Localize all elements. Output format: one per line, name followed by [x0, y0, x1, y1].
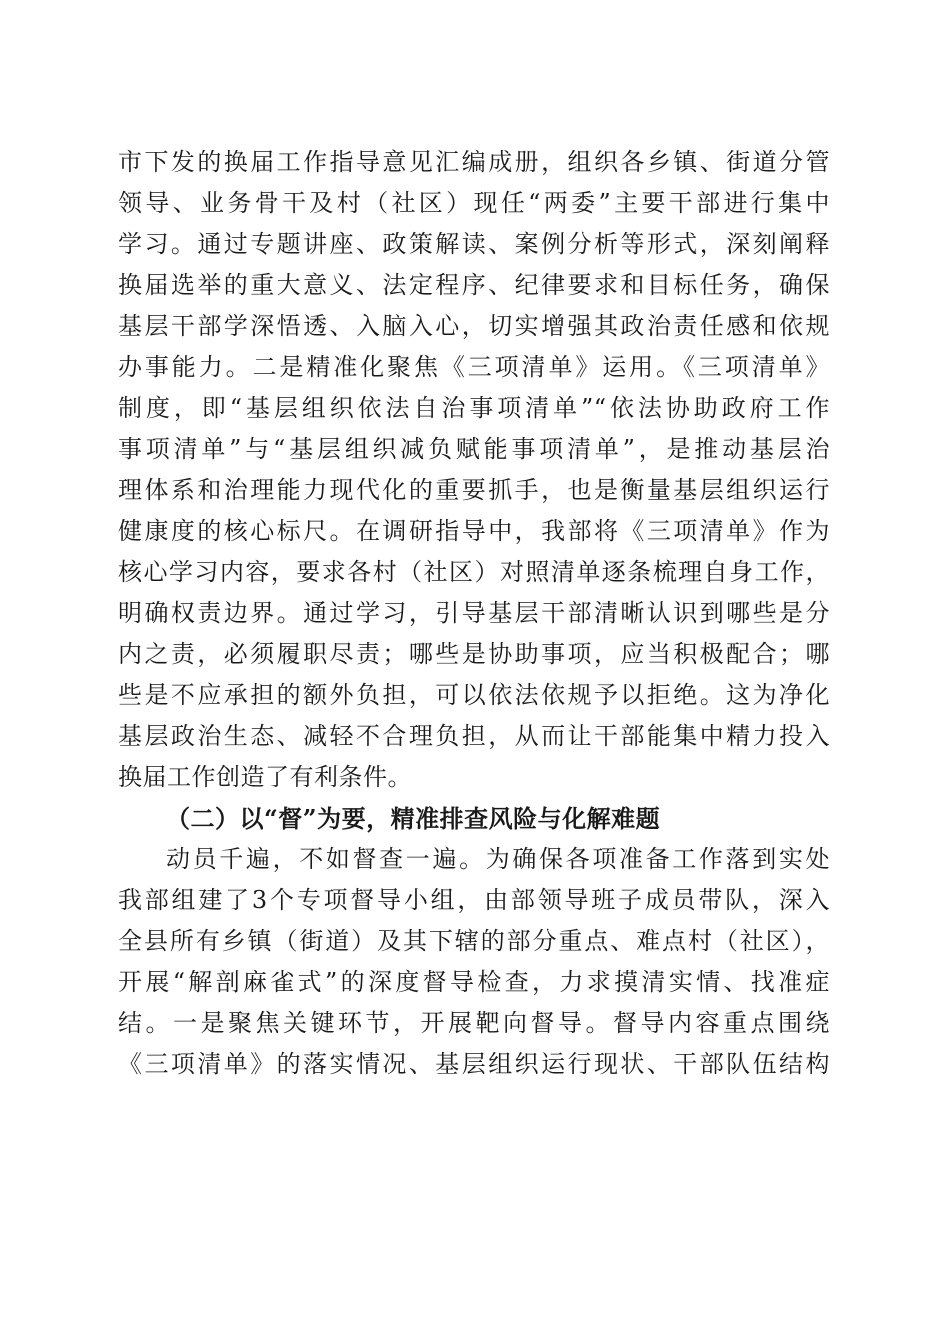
text-line: 换届选举的重大意义、法定程序、纪律要求和目标任务，确保: [118, 271, 830, 299]
text-line: 市下发的换届工作指导意见汇编成册，组织各乡镇、街道分管: [118, 148, 830, 176]
text-line: 我部组建了3个专项督导小组，由部领导班子成员带队，深入: [118, 886, 830, 914]
text-line: 些是不应承担的额外负担，可以依法依规予以拒绝。这为净化: [118, 681, 830, 709]
text-line: 办事能力。二是精准化聚焦《三项清单》运用。《三项清单》: [118, 353, 830, 381]
text-line: 事项清单”与“基层组织减负赋能事项清单”，是推动基层治: [118, 435, 830, 463]
text-line: 学习。通过专题讲座、政策解读、案例分析等形式，深刻阐释: [118, 230, 830, 258]
text-line: 明确权责边界。通过学习，引导基层干部清晰认识到哪些是分: [118, 599, 830, 627]
text-line: 核心学习内容，要求各村（社区）对照清单逐条梳理自身工作，: [118, 558, 830, 586]
text-line: 换届工作创造了有利条件。: [118, 763, 412, 791]
text-line: 基层政治生态、减轻不合理负担，从而让干部能集中精力投入: [118, 722, 830, 750]
text-line: 《三项清单》的落实情况、基层组织运行现状、干部队伍结构: [118, 1050, 830, 1078]
text-line: 健康度的核心标尺。在调研指导中，我部将《三项清单》作为: [118, 517, 830, 545]
text-line: 开展“解剖麻雀式”的深度督导检查，力求摸清实情、找准症: [118, 968, 830, 996]
text-line: 全县所有乡镇（街道）及其下辖的部分重点、难点村（社区），: [118, 927, 830, 955]
text-line: 制度，即“基层组织依法自治事项清单”“依法协助政府工作: [118, 394, 830, 422]
text-line: 基层干部学深悟透、入脑入心，切实增强其政治责任感和依规: [118, 312, 830, 340]
paragraph-2: [118, 839, 830, 1085]
text-line: 内之责，必须履职尽责；哪些是协助事项，应当积极配合；哪: [118, 640, 830, 668]
text-line: 理体系和治理能力现代化的重要抓手，也是衡量基层组织运行: [118, 476, 830, 504]
paragraph-1: [118, 142, 830, 798]
text-line: 领导、业务骨干及村（社区）现任“两委”主要干部进行集中: [118, 189, 830, 217]
section-heading: （二）以“督”为要，精准排查风险与化解难题: [166, 804, 661, 833]
text-line: 结。一是聚焦关键环节，开展靶向督导。督导内容重点围绕: [118, 1009, 830, 1037]
text-line: 动员千遍，不如督查一遍。为确保各项准备工作落到实处: [166, 845, 830, 873]
document-body: [118, 142, 830, 1085]
